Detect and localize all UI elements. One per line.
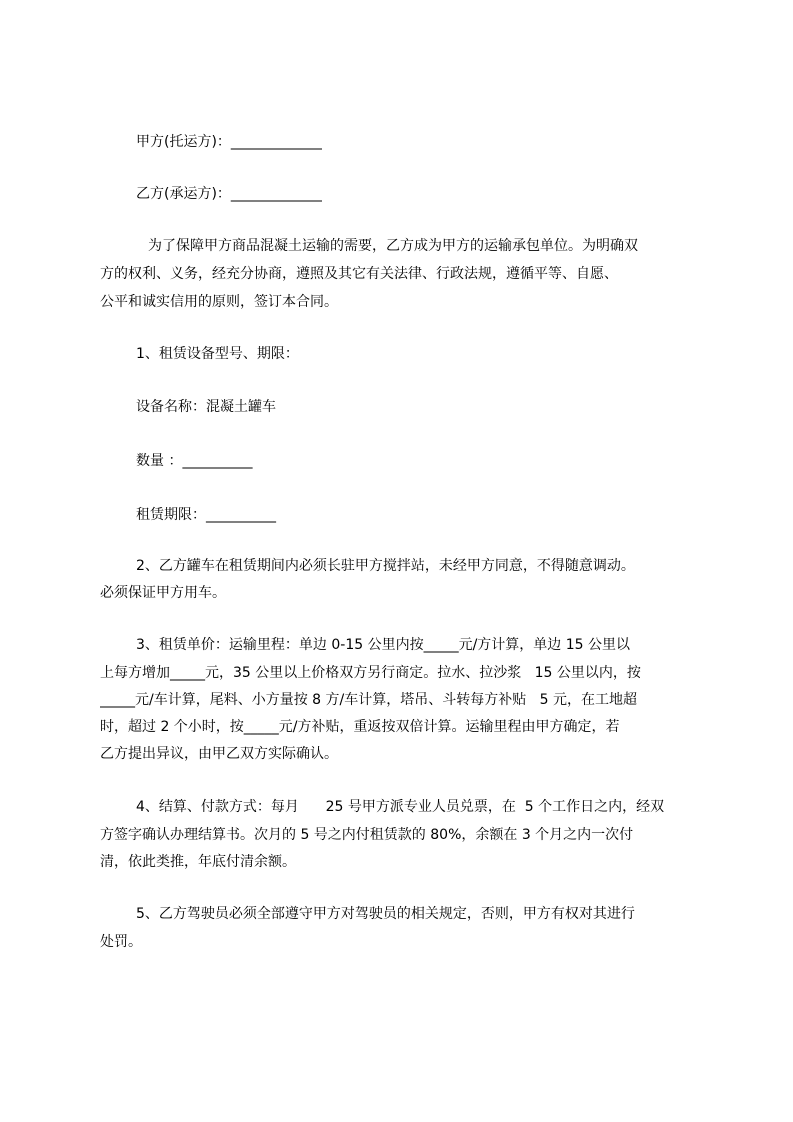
clause5-line-1: 5、乙方驾驶员必须全部遵守甲方对驾驶员的相关规定，否则，甲方有权对其进行 (136, 906, 635, 922)
clause3-line-5: 乙方提出异议，由甲乙双方实际确认。 (100, 746, 338, 762)
party-b-line: 乙方(承运方)：_____________ (136, 186, 322, 202)
clause4-line-1: 4、结算、付款方式：每月 25 号甲方派专业人员兑票，在 5 个工作日之内，经双 (136, 799, 665, 815)
clause3-line-3: _____元/车计算，尾料、小方量按 8 方/车计算，塔吊、斗转每方补贴 5 元，在工地超 (100, 692, 637, 708)
intro-line-3: 公平和诚实信用的原则，签订本合同。 (100, 294, 338, 310)
clause4-line-2: 方签字确认办理结算书。次月的 5 号之内付租赁款的 80%，余额在 3 个月之内一次付 (100, 827, 634, 843)
clause2-line-2: 必须保证甲方用车。 (100, 585, 226, 601)
clause3-line-4: 时，超过 2 个小时，按_____元/方补贴，重返按双倍计算。运输里程由甲方确定，若 (100, 719, 620, 735)
equipment-name: 设备名称：混凝土罐车 (136, 399, 276, 415)
party-a-line: 甲方(托运方)：_____________ (136, 134, 322, 150)
clause1-heading: 1、租赁设备型号、期限： (136, 346, 299, 362)
intro-line-1: 为了保障甲方商品混凝土运输的需要，乙方成为甲方的运输承包单位。为明确双 (148, 238, 638, 254)
quantity-field: 数量 ：__________ (136, 453, 253, 469)
clause3-line-1: 3、租赁单价：运输里程：单边 0-15 公里内按_____元/方计算，单边 15 公里以 (136, 637, 631, 653)
clause4-line-3: 清，依此类推，年底付清余额。 (100, 854, 296, 870)
intro-line-2: 方的权利、义务，经充分协商，遵照及其它有关法律、行政法规，遵循平等、自愿、 (100, 266, 618, 282)
lease-term-field: 租赁期限：__________ (136, 507, 276, 523)
clause5-line-2: 处罚。 (100, 934, 142, 950)
clause3-line-2: 上每方增加_____元，35 公里以上价格双方另行商定。拉水、拉沙浆 15 公里以内，按 (100, 665, 641, 681)
clause2-line-1: 2、乙方罐车在租赁期间内必须长驻甲方搅拌站，未经甲方同意，不得随意调动。 (136, 558, 635, 574)
